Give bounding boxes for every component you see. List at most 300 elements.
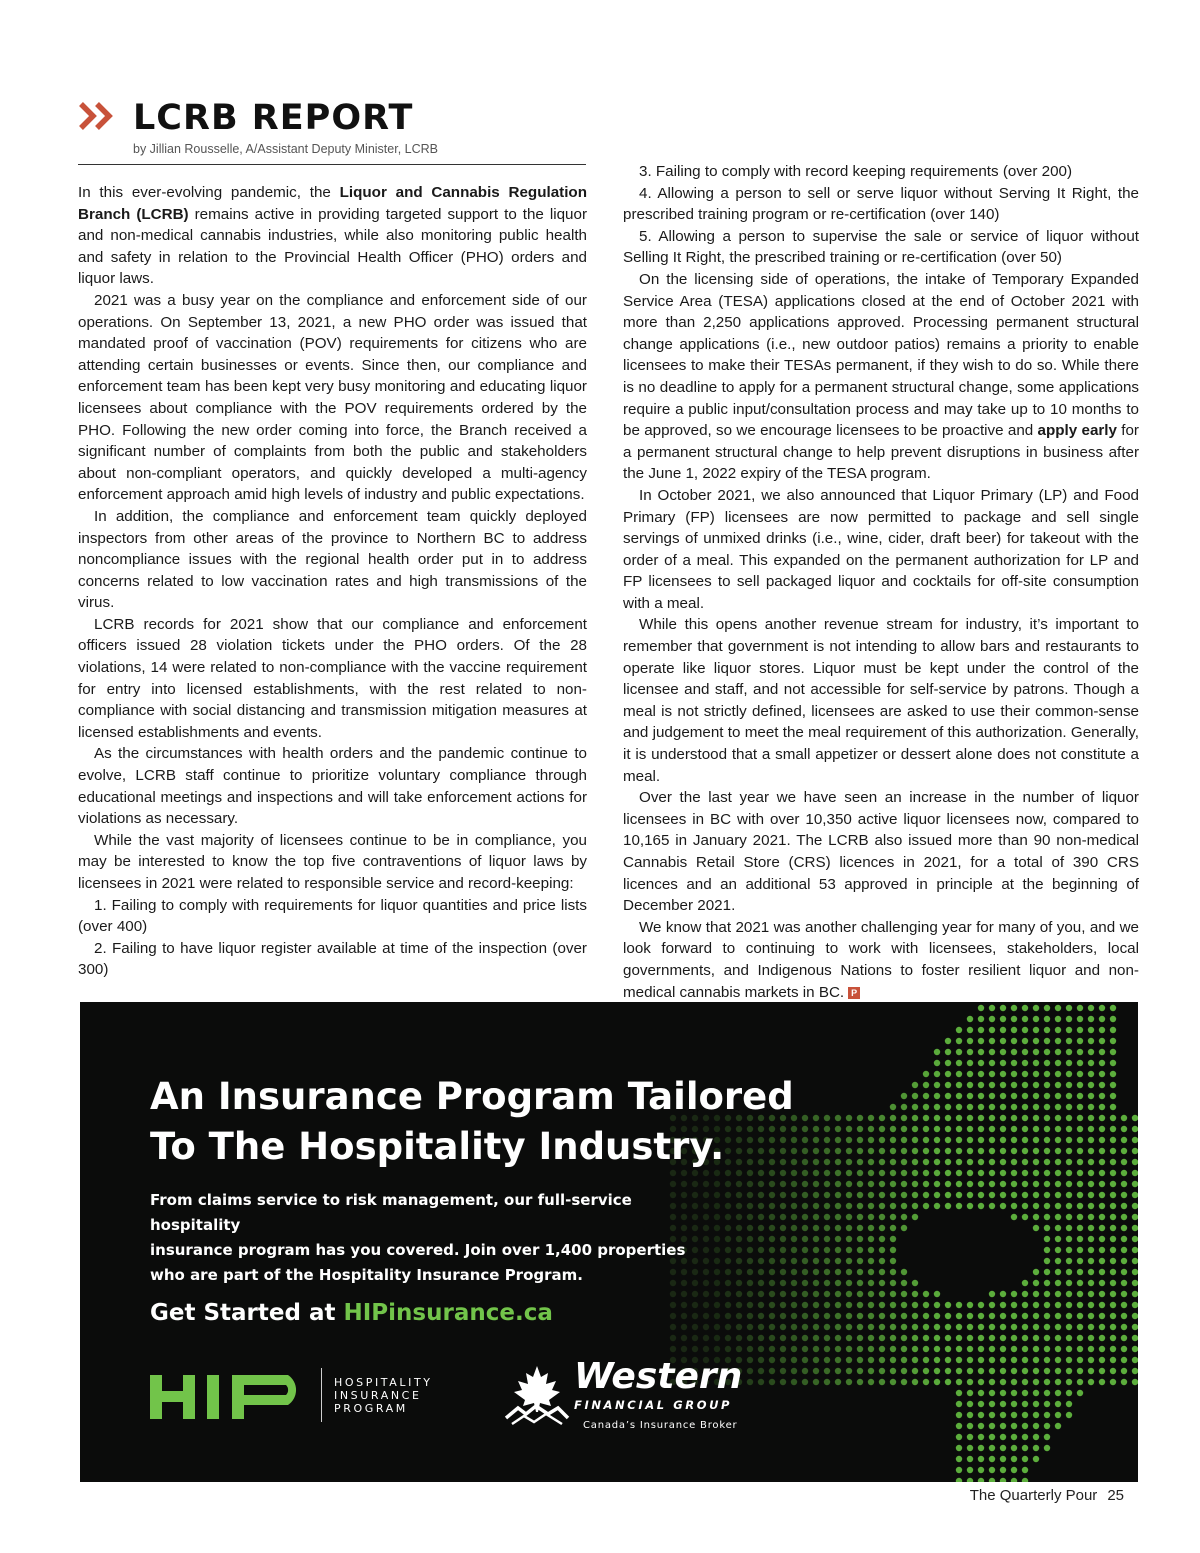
map-dot — [1121, 1291, 1127, 1297]
map-dot — [967, 1126, 973, 1132]
article-column-right — [623, 161, 1139, 1003]
map-dot — [703, 1346, 709, 1352]
map-dot — [835, 1313, 841, 1319]
map-dot — [1066, 1412, 1072, 1418]
map-dot — [912, 1104, 918, 1110]
map-dot — [791, 1269, 797, 1275]
map-dot — [1000, 1181, 1006, 1187]
map-dot — [945, 1093, 951, 1099]
map-dot — [1000, 1434, 1006, 1440]
map-dot — [978, 1379, 984, 1385]
map-dot — [912, 1192, 918, 1198]
map-dot — [1088, 1148, 1094, 1154]
map-dot — [912, 1302, 918, 1308]
map-dot — [1110, 1170, 1116, 1176]
map-dot — [967, 1038, 973, 1044]
map-dot — [769, 1269, 775, 1275]
map-dot — [1000, 1390, 1006, 1396]
map-dot — [1011, 1016, 1017, 1022]
map-dot — [1110, 1181, 1116, 1187]
list-item: 3. Failing to comply with record keeping requirements (over 200) — [639, 163, 1073, 180]
map-dot — [1033, 1302, 1039, 1308]
map-dot — [1077, 1269, 1083, 1275]
map-dot — [978, 1423, 984, 1429]
map-dot — [747, 1324, 753, 1330]
map-dot — [1033, 1423, 1039, 1429]
map-dot — [824, 1302, 830, 1308]
map-dot — [670, 1302, 676, 1308]
map-dot — [1022, 1280, 1028, 1286]
map-dot — [813, 1302, 819, 1308]
map-dot — [1110, 1291, 1116, 1297]
map-dot — [769, 1357, 775, 1363]
map-dot — [780, 1225, 786, 1231]
map-dot — [1055, 1390, 1061, 1396]
map-dot — [1088, 1280, 1094, 1286]
map-dot — [791, 1291, 797, 1297]
map-dot — [923, 1335, 929, 1341]
map-dot — [1055, 1093, 1061, 1099]
map-dot — [1011, 1214, 1017, 1220]
map-dot — [1066, 1368, 1072, 1374]
map-dot — [846, 1324, 852, 1330]
map-dot — [1110, 1115, 1116, 1121]
map-dot — [824, 1357, 830, 1363]
map-dot — [989, 1390, 995, 1396]
double-chevron-icon — [78, 100, 122, 132]
map-dot — [1088, 1313, 1094, 1319]
map-dot — [758, 1203, 764, 1209]
map-dot — [1077, 1170, 1083, 1176]
map-dot — [890, 1126, 896, 1132]
map-dot — [714, 1291, 720, 1297]
map-dot — [1077, 1038, 1083, 1044]
map-dot — [1022, 1379, 1028, 1385]
map-dot — [736, 1203, 742, 1209]
map-dot — [1022, 1401, 1028, 1407]
map-dot — [868, 1324, 874, 1330]
map-dot — [835, 1192, 841, 1198]
map-dot — [1044, 1225, 1050, 1231]
map-dot — [1033, 1269, 1039, 1275]
map-dot — [1066, 1313, 1072, 1319]
map-dot — [868, 1291, 874, 1297]
map-dot — [1077, 1302, 1083, 1308]
map-dot — [736, 1346, 742, 1352]
map-dot — [1011, 1467, 1017, 1473]
map-dot — [1022, 1335, 1028, 1341]
map-dot — [857, 1313, 863, 1319]
map-dot — [879, 1115, 885, 1121]
map-dot — [1077, 1357, 1083, 1363]
map-dot — [1055, 1005, 1061, 1011]
map-dot — [857, 1137, 863, 1143]
map-dot — [945, 1082, 951, 1088]
map-dot — [956, 1401, 962, 1407]
map-dot — [1000, 1170, 1006, 1176]
map-dot — [956, 1467, 962, 1473]
map-dot — [1121, 1126, 1127, 1132]
map-dot — [1022, 1148, 1028, 1154]
map-dot — [1077, 1368, 1083, 1374]
map-dot — [923, 1126, 929, 1132]
map-dot — [670, 1335, 676, 1341]
map-dot — [1000, 1027, 1006, 1033]
map-dot — [1077, 1159, 1083, 1165]
map-dot — [813, 1225, 819, 1231]
map-dot — [901, 1346, 907, 1352]
map-dot — [901, 1269, 907, 1275]
map-dot — [703, 1181, 709, 1187]
map-dot — [1055, 1159, 1061, 1165]
map-dot — [1132, 1313, 1138, 1319]
map-dot — [901, 1104, 907, 1110]
map-dot — [912, 1280, 918, 1286]
map-dot — [1044, 1390, 1050, 1396]
map-dot — [1099, 1126, 1105, 1132]
map-dot — [1011, 1071, 1017, 1077]
map-dot — [912, 1137, 918, 1143]
map-dot — [978, 1335, 984, 1341]
map-dot — [890, 1368, 896, 1374]
map-dot — [1022, 1115, 1028, 1121]
map-dot — [989, 1313, 995, 1319]
map-dot — [1110, 1071, 1116, 1077]
map-dot — [934, 1335, 940, 1341]
map-dot — [1000, 1159, 1006, 1165]
map-dot — [978, 1357, 984, 1363]
map-dot — [1000, 1291, 1006, 1297]
map-dot — [923, 1346, 929, 1352]
map-dot — [1011, 1170, 1017, 1176]
map-dot — [846, 1181, 852, 1187]
map-dot — [1132, 1159, 1138, 1165]
map-dot — [945, 1049, 951, 1055]
map-dot — [1077, 1313, 1083, 1319]
map-dot — [967, 1478, 973, 1482]
map-dot — [1121, 1357, 1127, 1363]
map-dot — [1000, 1071, 1006, 1077]
map-dot — [978, 1104, 984, 1110]
map-dot — [725, 1291, 731, 1297]
map-dot — [791, 1192, 797, 1198]
map-dot — [967, 1115, 973, 1121]
map-dot — [824, 1181, 830, 1187]
map-dot — [1022, 1016, 1028, 1022]
map-dot — [967, 1049, 973, 1055]
map-dot — [890, 1236, 896, 1242]
map-dot — [868, 1247, 874, 1253]
map-dot — [989, 1049, 995, 1055]
map-dot — [967, 1401, 973, 1407]
map-dot — [934, 1049, 940, 1055]
map-dot — [1088, 1060, 1094, 1066]
map-dot — [1110, 1148, 1116, 1154]
map-dot — [681, 1335, 687, 1341]
map-dot — [1132, 1170, 1138, 1176]
map-dot — [1044, 1346, 1050, 1352]
map-dot — [1044, 1148, 1050, 1154]
map-dot — [1033, 1181, 1039, 1187]
map-dot — [868, 1313, 874, 1319]
map-dot — [1055, 1016, 1061, 1022]
map-dot — [791, 1258, 797, 1264]
map-dot — [857, 1170, 863, 1176]
map-dot — [1055, 1368, 1061, 1374]
map-dot — [989, 1115, 995, 1121]
map-dot — [1077, 1082, 1083, 1088]
map-dot — [780, 1269, 786, 1275]
map-dot — [956, 1126, 962, 1132]
map-dot — [1132, 1346, 1138, 1352]
map-dot — [1099, 1203, 1105, 1209]
map-dot — [780, 1181, 786, 1187]
map-dot — [1066, 1005, 1072, 1011]
map-dot — [879, 1302, 885, 1308]
map-dot — [978, 1412, 984, 1418]
map-dot — [846, 1335, 852, 1341]
article-column-left — [78, 182, 587, 981]
map-dot — [1011, 1313, 1017, 1319]
map-dot — [769, 1225, 775, 1231]
map-dot — [725, 1335, 731, 1341]
map-dot — [780, 1357, 786, 1363]
map-dot — [758, 1280, 764, 1286]
map-dot — [1110, 1016, 1116, 1022]
map-dot — [967, 1170, 973, 1176]
map-dot — [1055, 1236, 1061, 1242]
map-dot — [1121, 1159, 1127, 1165]
map-dot — [890, 1247, 896, 1253]
map-dot — [989, 1456, 995, 1462]
map-dot — [791, 1313, 797, 1319]
map-dot — [1044, 1181, 1050, 1187]
map-dot — [1077, 1335, 1083, 1341]
map-dot — [725, 1302, 731, 1308]
map-dot — [769, 1324, 775, 1330]
map-dot — [868, 1236, 874, 1242]
map-dot — [802, 1313, 808, 1319]
map-dot — [736, 1192, 742, 1198]
map-dot — [703, 1313, 709, 1319]
map-dot — [1055, 1170, 1061, 1176]
map-dot — [857, 1115, 863, 1121]
map-dot — [923, 1357, 929, 1363]
hip-website-link[interactable]: HIPinsurance.ca — [343, 1300, 553, 1326]
map-dot — [725, 1236, 731, 1242]
map-dot — [758, 1368, 764, 1374]
map-dot — [824, 1335, 830, 1341]
map-dot — [901, 1093, 907, 1099]
map-dot — [681, 1324, 687, 1330]
map-dot — [1033, 1390, 1039, 1396]
map-dot — [890, 1335, 896, 1341]
map-dot — [945, 1313, 951, 1319]
map-dot — [912, 1379, 918, 1385]
map-dot — [1044, 1368, 1050, 1374]
map-dot — [1000, 1445, 1006, 1451]
map-dot — [1099, 1368, 1105, 1374]
map-dot — [1099, 1093, 1105, 1099]
map-dot — [1132, 1269, 1138, 1275]
map-dot — [989, 1324, 995, 1330]
map-dot — [978, 1346, 984, 1352]
map-dot — [1066, 1181, 1072, 1187]
map-dot — [824, 1346, 830, 1352]
map-dot — [1099, 1082, 1105, 1088]
map-dot — [736, 1247, 742, 1253]
map-dot — [802, 1324, 808, 1330]
map-dot — [824, 1203, 830, 1209]
map-dot — [670, 1324, 676, 1330]
map-dot — [978, 1148, 984, 1154]
map-dot — [1044, 1236, 1050, 1242]
map-dot — [956, 1148, 962, 1154]
map-dot — [725, 1313, 731, 1319]
map-dot — [1055, 1082, 1061, 1088]
paragraph: While the vast majority of licensees continue to be in compliance, you may be interested to know the top five contraventions of liquor laws by licensees in 2021 were related to responsible service and record-keeping: — [78, 831, 587, 892]
map-dot — [1110, 1049, 1116, 1055]
map-dot — [1011, 1324, 1017, 1330]
map-dot — [1044, 1093, 1050, 1099]
list-item: 5. Allowing a person to supervise the sale or service of liquor without Selling It Right, the prescribed training or re-certification (over 50) — [623, 227, 1139, 267]
map-dot — [879, 1324, 885, 1330]
map-dot — [1022, 1456, 1028, 1462]
map-dot — [813, 1324, 819, 1330]
map-dot — [978, 1038, 984, 1044]
map-dot — [1055, 1346, 1061, 1352]
map-dot — [923, 1203, 929, 1209]
map-dot — [681, 1313, 687, 1319]
map-dot — [879, 1291, 885, 1297]
map-dot — [956, 1049, 962, 1055]
map-dot — [890, 1313, 896, 1319]
map-dot — [945, 1335, 951, 1341]
map-dot — [989, 1203, 995, 1209]
map-dot — [945, 1368, 951, 1374]
insurance-advertisement[interactable] — [80, 1002, 1138, 1482]
map-dot — [1011, 1181, 1017, 1187]
map-dot — [1121, 1137, 1127, 1143]
map-dot — [978, 1071, 984, 1077]
map-dot — [1011, 1027, 1017, 1033]
map-dot — [725, 1225, 731, 1231]
map-dot — [1011, 1401, 1017, 1407]
map-dot — [1110, 1346, 1116, 1352]
map-dot — [1033, 1357, 1039, 1363]
map-dot — [1110, 1038, 1116, 1044]
map-dot — [956, 1137, 962, 1143]
map-dot — [747, 1280, 753, 1286]
list-item: 2. Failing to have liquor register available at time of the inspection (over 300) — [78, 939, 587, 979]
map-dot — [1033, 1148, 1039, 1154]
map-dot — [857, 1181, 863, 1187]
map-dot — [1110, 1324, 1116, 1330]
map-dot — [934, 1324, 940, 1330]
map-dot — [1011, 1423, 1017, 1429]
map-dot — [1000, 1093, 1006, 1099]
byline: by Jillian Rousselle, A/Assistant Deputy Minister, LCRB — [133, 142, 438, 156]
map-dot — [1044, 1203, 1050, 1209]
map-dot — [1022, 1324, 1028, 1330]
map-dot — [1055, 1060, 1061, 1066]
map-dot — [901, 1280, 907, 1286]
map-dot — [956, 1434, 962, 1440]
map-dot — [1077, 1192, 1083, 1198]
map-dot — [714, 1225, 720, 1231]
map-dot — [978, 1060, 984, 1066]
map-dot — [956, 1060, 962, 1066]
paragraph: 2021 was a busy year on the compliance and enforcement side of our operations. On September 13, 2021, a new PHO order was issued that mandated proof of vaccination (POV) requirements for citizens who are attending certain businesses or events. Since then, our compliance and enforcement team has been kept very busy monitoring and educating liquor licensees about compliance with the POV requirements ordered by the PHO. Following the new order coming into force, the Branch received a significant number of complaints from both the public and stakeholders about non-compliant operators, and quickly developed a multi-agency enforcement approach amid high levels of industry and public expectations. — [78, 291, 587, 504]
map-dot — [1077, 1324, 1083, 1330]
map-dot — [714, 1269, 720, 1275]
map-dot — [912, 1115, 918, 1121]
map-dot — [1132, 1247, 1138, 1253]
map-dot — [835, 1291, 841, 1297]
map-dot — [1044, 1434, 1050, 1440]
map-dot — [769, 1247, 775, 1253]
map-dot — [1033, 1104, 1039, 1110]
map-dot — [1088, 1192, 1094, 1198]
map-dot — [1055, 1192, 1061, 1198]
map-dot — [956, 1368, 962, 1374]
map-dot — [923, 1148, 929, 1154]
map-dot — [901, 1313, 907, 1319]
map-dot — [1044, 1060, 1050, 1066]
map-dot — [769, 1313, 775, 1319]
map-dot — [1077, 1005, 1083, 1011]
map-dot — [758, 1346, 764, 1352]
map-dot — [890, 1214, 896, 1220]
map-dot — [989, 1291, 995, 1297]
map-dot — [1066, 1280, 1072, 1286]
map-dot — [835, 1203, 841, 1209]
map-dot — [857, 1148, 863, 1154]
map-dot — [1099, 1324, 1105, 1330]
map-dot — [1055, 1291, 1061, 1297]
map-dot — [1099, 1258, 1105, 1264]
map-dot — [1022, 1368, 1028, 1374]
map-dot — [736, 1313, 742, 1319]
map-dot — [1022, 1434, 1028, 1440]
map-dot — [1088, 1324, 1094, 1330]
map-dot — [1044, 1357, 1050, 1363]
map-dot — [945, 1159, 951, 1165]
map-dot — [813, 1368, 819, 1374]
map-dot — [1055, 1280, 1061, 1286]
map-dot — [681, 1181, 687, 1187]
map-dot — [857, 1236, 863, 1242]
map-dot — [857, 1302, 863, 1308]
map-dot — [857, 1159, 863, 1165]
map-dot — [1022, 1203, 1028, 1209]
map-dot — [879, 1137, 885, 1143]
map-dot — [846, 1346, 852, 1352]
map-dot — [857, 1203, 863, 1209]
map-dot — [736, 1214, 742, 1220]
map-dot — [824, 1225, 830, 1231]
map-dot — [989, 1423, 995, 1429]
map-dot — [1044, 1324, 1050, 1330]
map-dot — [1000, 1060, 1006, 1066]
map-dot — [1132, 1335, 1138, 1341]
map-dot — [857, 1214, 863, 1220]
map-dot — [769, 1291, 775, 1297]
map-dot — [1110, 1225, 1116, 1231]
map-dot — [1011, 1302, 1017, 1308]
map-dot — [1110, 1005, 1116, 1011]
map-dot — [791, 1247, 797, 1253]
